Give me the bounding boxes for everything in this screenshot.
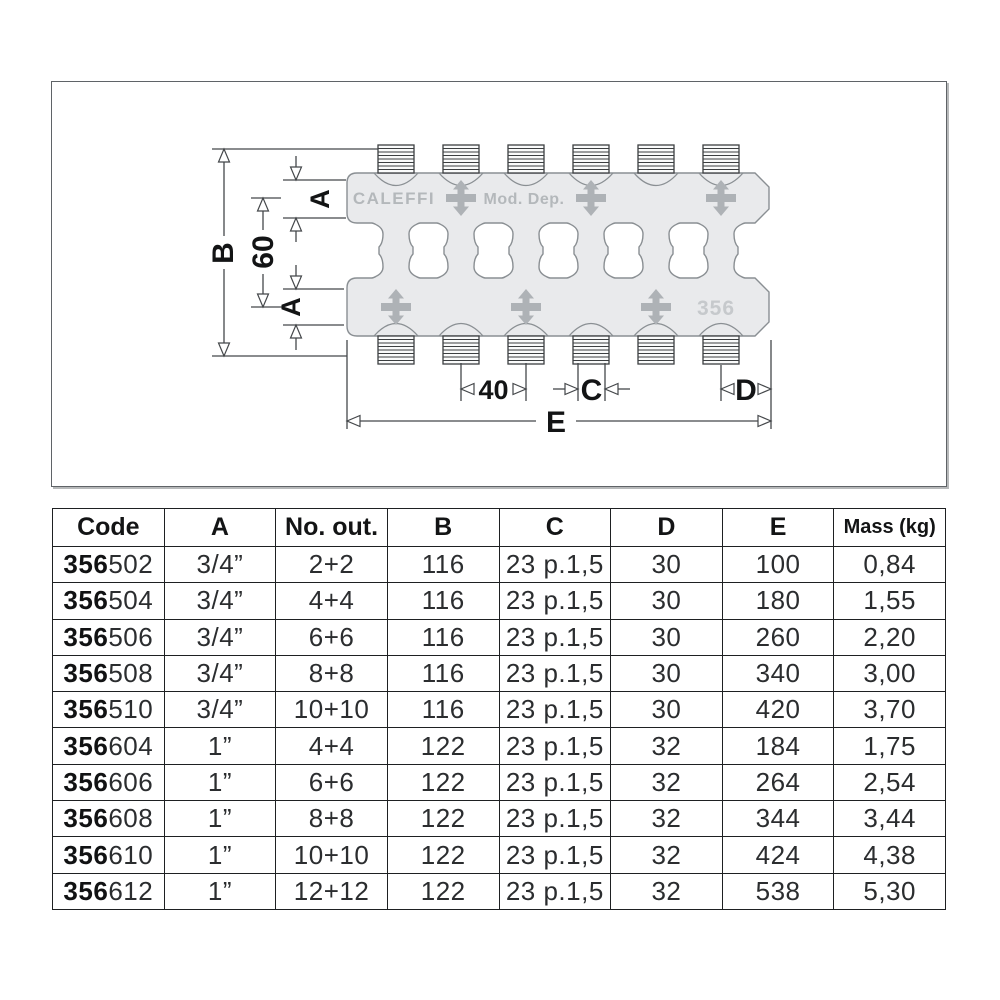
cell-no-out: 2+2 xyxy=(276,547,388,583)
cell-e: 538 xyxy=(722,873,834,909)
spec-table-container xyxy=(52,508,946,910)
table-row xyxy=(53,619,946,655)
cell-d: 30 xyxy=(611,655,723,691)
cell-code: 356502 xyxy=(53,547,165,583)
col-header-no-out: No. out. xyxy=(276,509,388,547)
brand-logo-text: CALEFFI xyxy=(352,189,436,208)
cell-code: 356604 xyxy=(53,728,165,764)
cell-b: 122 xyxy=(387,764,499,800)
dimension-A-bottom xyxy=(276,265,344,350)
cell-code: 356506 xyxy=(53,619,165,655)
col-header-code: Code xyxy=(53,509,165,547)
cell-no-out: 6+6 xyxy=(276,619,388,655)
cell-c: 23 p.1,5 xyxy=(499,619,611,655)
manifold-connector xyxy=(437,222,485,279)
cell-e: 420 xyxy=(722,692,834,728)
cell-mass: 1,75 xyxy=(834,728,946,764)
cell-code: 356504 xyxy=(53,583,165,619)
cell-d: 30 xyxy=(611,619,723,655)
cell-mass: 3,00 xyxy=(834,655,946,691)
cell-e: 424 xyxy=(722,837,834,873)
cell-d: 30 xyxy=(611,692,723,728)
col-header-mass: Mass (kg) xyxy=(834,509,946,547)
table-row xyxy=(53,873,946,909)
col-header-e: E xyxy=(722,509,834,547)
manifold-connector xyxy=(697,222,745,279)
cell-mass: 1,55 xyxy=(834,583,946,619)
table-row xyxy=(53,655,946,691)
cell-no-out: 8+8 xyxy=(276,655,388,691)
table-body xyxy=(53,547,946,910)
cell-e: 344 xyxy=(722,801,834,837)
cell-a: 1” xyxy=(164,764,276,800)
dim-label-60: 60 xyxy=(247,235,280,269)
table-row xyxy=(53,728,946,764)
dim-label-40: 40 xyxy=(478,375,509,405)
manifold-connector xyxy=(632,222,680,279)
cell-no-out: 10+10 xyxy=(276,837,388,873)
cell-c: 23 p.1,5 xyxy=(499,837,611,873)
cell-e: 100 xyxy=(722,547,834,583)
manifold-connector xyxy=(372,222,420,279)
dim-label-C: C xyxy=(580,374,603,407)
dim-label-A-top: A xyxy=(305,189,335,209)
cell-c: 23 p.1,5 xyxy=(499,764,611,800)
dim-label-E: E xyxy=(545,406,567,439)
cell-code: 356610 xyxy=(53,837,165,873)
cell-a: 1” xyxy=(164,728,276,764)
col-header-d: D xyxy=(611,509,723,547)
cell-b: 116 xyxy=(387,583,499,619)
table-row xyxy=(53,692,946,728)
mod-dep-text: Mod. Dep. xyxy=(483,191,565,208)
dimension-C xyxy=(553,363,630,407)
cell-c: 23 p.1,5 xyxy=(499,801,611,837)
cell-code: 356510 xyxy=(53,692,165,728)
cell-b: 116 xyxy=(387,619,499,655)
cell-code: 356612 xyxy=(53,873,165,909)
cell-a: 3/4” xyxy=(164,692,276,728)
cell-e: 260 xyxy=(722,619,834,655)
cell-mass: 2,54 xyxy=(834,764,946,800)
cell-b: 122 xyxy=(387,801,499,837)
cell-d: 32 xyxy=(611,873,723,909)
col-header-a: A xyxy=(164,509,276,547)
cell-mass: 3,70 xyxy=(834,692,946,728)
dimension-60 xyxy=(247,198,284,307)
col-header-c: C xyxy=(499,509,611,547)
cell-no-out: 8+8 xyxy=(276,801,388,837)
cell-a: 3/4” xyxy=(164,547,276,583)
cell-a: 3/4” xyxy=(164,583,276,619)
series-number-text: 356 xyxy=(696,297,736,320)
cell-a: 1” xyxy=(164,837,276,873)
cell-b: 122 xyxy=(387,728,499,764)
cell-e: 184 xyxy=(722,728,834,764)
cell-d: 32 xyxy=(611,764,723,800)
cell-b: 116 xyxy=(387,547,499,583)
cell-c: 23 p.1,5 xyxy=(499,583,611,619)
cell-code: 356508 xyxy=(53,655,165,691)
cell-code: 356608 xyxy=(53,801,165,837)
technical-drawing-frame xyxy=(51,81,947,487)
cell-b: 122 xyxy=(387,873,499,909)
cell-e: 340 xyxy=(722,655,834,691)
table-row xyxy=(53,547,946,583)
cell-no-out: 4+4 xyxy=(276,583,388,619)
dimension-40 xyxy=(461,363,526,405)
cell-a: 3/4” xyxy=(164,655,276,691)
cell-b: 122 xyxy=(387,837,499,873)
cell-d: 32 xyxy=(611,801,723,837)
spec-table xyxy=(52,508,946,910)
cell-c: 23 p.1,5 xyxy=(499,728,611,764)
manifold-connector xyxy=(567,222,615,279)
cell-no-out: 4+4 xyxy=(276,728,388,764)
cell-d: 32 xyxy=(611,728,723,764)
cell-b: 116 xyxy=(387,655,499,691)
dim-label-D: D xyxy=(735,374,757,407)
cell-no-out: 12+12 xyxy=(276,873,388,909)
table-row xyxy=(53,837,946,873)
cell-d: 32 xyxy=(611,837,723,873)
table-row xyxy=(53,764,946,800)
cell-code: 356606 xyxy=(53,764,165,800)
cell-e: 180 xyxy=(722,583,834,619)
cell-d: 30 xyxy=(611,583,723,619)
table-row xyxy=(53,801,946,837)
cell-c: 23 p.1,5 xyxy=(499,692,611,728)
cell-a: 1” xyxy=(164,801,276,837)
cell-mass: 3,44 xyxy=(834,801,946,837)
cell-c: 23 p.1,5 xyxy=(499,547,611,583)
dimension-A-top xyxy=(283,156,346,242)
cell-mass: 5,30 xyxy=(834,873,946,909)
manifold-drawing xyxy=(52,82,946,486)
col-header-b: B xyxy=(387,509,499,547)
dim-label-B: B xyxy=(207,242,240,264)
dim-label-A-bottom: A xyxy=(276,297,306,317)
cell-mass: 0,84 xyxy=(834,547,946,583)
cell-mass: 4,38 xyxy=(834,837,946,873)
cell-no-out: 10+10 xyxy=(276,692,388,728)
cell-no-out: 6+6 xyxy=(276,764,388,800)
cell-mass: 2,20 xyxy=(834,619,946,655)
cell-c: 23 p.1,5 xyxy=(499,873,611,909)
manifold-connectors xyxy=(372,222,745,279)
table-row xyxy=(53,583,946,619)
cell-a: 1” xyxy=(164,873,276,909)
header-row xyxy=(53,509,946,547)
dimension-D xyxy=(721,365,771,407)
cell-e: 264 xyxy=(722,764,834,800)
cell-a: 3/4” xyxy=(164,619,276,655)
cell-c: 23 p.1,5 xyxy=(499,655,611,691)
manifold-connector xyxy=(502,222,550,279)
cell-b: 116 xyxy=(387,692,499,728)
cell-d: 30 xyxy=(611,547,723,583)
